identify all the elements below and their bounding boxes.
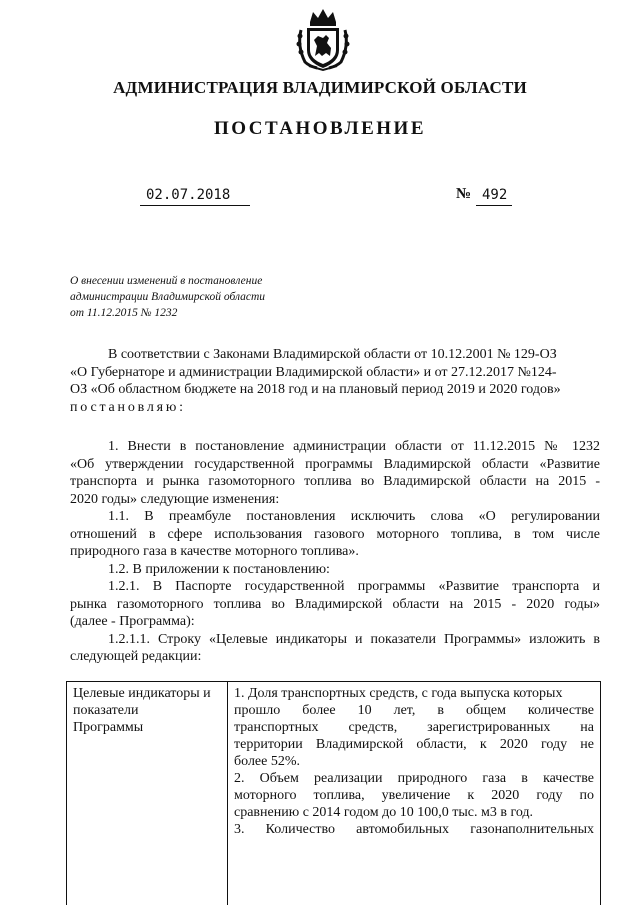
document-date: 02.07.2018: [146, 187, 231, 203]
amendment-items: [70, 438, 600, 666]
item-line: 2020 годы» следующие изменения:: [70, 491, 280, 507]
item-line: (далее - Программа):: [70, 614, 195, 629]
table-right-line: территории Владимирской области, к 2020 году не: [234, 737, 594, 752]
table-right-line: 1. Доля транспортных средств, с года выпуска которых: [234, 686, 563, 701]
subject-line: от 11.12.2015 № 1232: [70, 307, 178, 319]
item-line: 1.2.1. В Паспорте государственной программы «Развитие транспорта и: [108, 579, 600, 594]
item-line: транспорта и рынка газомоторного топлива во Владимирской области на 2015 -: [70, 474, 600, 489]
table-right-cell: [234, 685, 594, 838]
table-right-line: моторного топлива, увеличение к 2020 году по: [234, 788, 594, 803]
item-line: природного газа в качестве моторного топлива».: [70, 544, 359, 559]
preamble-line: В соответствии с Законами Владимирской области от 10.12.2001 № 129-ОЗ: [108, 347, 557, 362]
number-label: №: [456, 186, 472, 202]
item-line: 1.2.1.1. Строку «Целевые индикаторы и показатели Программы» изложить в: [108, 631, 600, 647]
item-line: «Об утверждении государственной программы Владимирской области «Развитие: [70, 456, 600, 472]
preamble-line: ОЗ «Об областном бюджете на 2018 год и на плановый период 2019 и 2020 годов»: [70, 382, 561, 397]
table-column-divider: [227, 682, 228, 905]
table-right-line: более 52%.: [234, 754, 301, 769]
organization-title: АДМИНИСТРАЦИЯ ВЛАДИМИРСКОЙ ОБЛАСТИ: [113, 78, 527, 97]
table-left-line: Программы: [73, 720, 144, 735]
indicators-table: [66, 681, 601, 905]
subject-line: администрации Владимирской области: [70, 291, 266, 303]
item-line: 1.2. В приложении к постановлению:: [108, 561, 330, 577]
number-underline: [476, 205, 512, 206]
item-line: следующей редакции:: [70, 649, 202, 664]
subject-line: О внесении изменений в постановление: [70, 275, 263, 287]
table-right-line: прошло более 10 лет, в общем количестве: [234, 703, 594, 718]
table-right-line: 3. Количество автомобильных газонаполнительных: [234, 822, 594, 837]
document-type-title: ПОСТАНОВЛЕНИЕ: [213, 118, 427, 139]
coat-of-arms-emblem: [295, 6, 351, 72]
preamble-paragraph: [70, 346, 600, 416]
item-line: 1. Внести в постановление администрации области от 11.12.2015 № 1232: [108, 439, 600, 454]
table-left-line: Целевые индикаторы и: [73, 686, 211, 701]
document-subject: [70, 273, 330, 321]
table-left-cell: [73, 685, 223, 736]
table-left-line: показатели: [73, 703, 139, 718]
table-right-line: 2. Объем реализации природного газа в качестве: [234, 771, 594, 786]
table-right-line: транспортных средств, зарегистрированных на: [234, 720, 594, 735]
item-line: рынка газомоторного топлива во Владимирской области на 2015 - 2020 годы»: [70, 596, 600, 612]
table-right-line: сравнению с 2014 годом до 10 100,0 тыс. м3 в год.: [234, 805, 534, 820]
resolve-word: постановляю:: [70, 399, 186, 415]
preamble-line: «О Губернаторе и администрации Владимирской области» и от 27.12.2017 №124-: [70, 364, 557, 380]
document-number: 492: [482, 187, 508, 203]
date-underline: [140, 205, 250, 206]
item-line: отношений в сфере использования газового моторного топлива, в том числе: [70, 526, 600, 542]
item-line: 1.1. В преамбуле постановления исключить слова «О регулировании: [108, 509, 600, 524]
